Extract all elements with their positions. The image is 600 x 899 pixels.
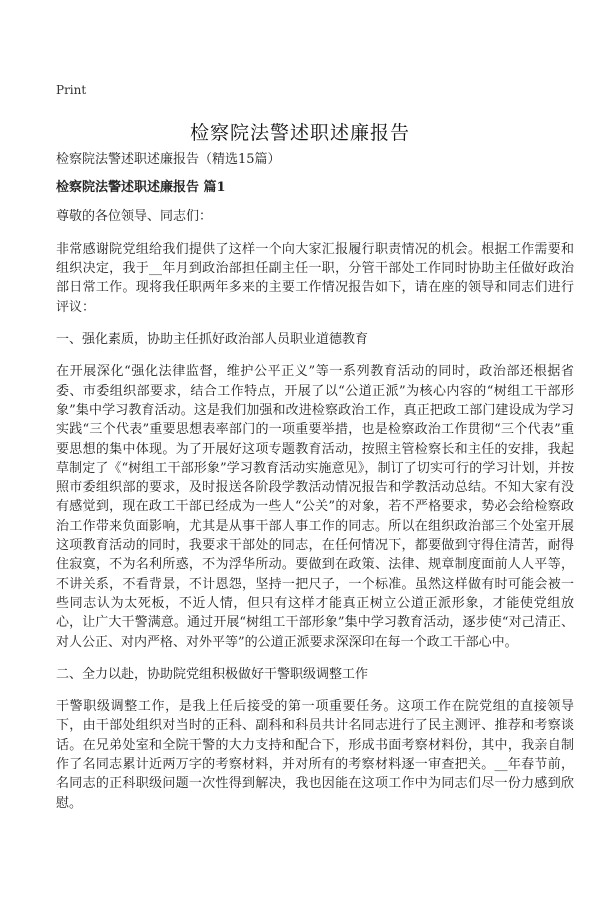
section-heading: 检察院法警述职述廉报告 篇1 [56, 180, 226, 196]
document-subtitle: 检察院法警述职述廉报告（精选15篇） [56, 152, 281, 167]
paragraph-intro: 非常感谢院党组给我们提供了这样一个向大家汇报履行职责情况的机会。根据工作需要和组织决定，我于__年月到政治部担任副主任一职，分管干部处工作同时协助主任做好政治部日常工作。现将我任职两年多来的主要工作情况报告如下，请在座的领导和同志们进行评议： [56, 241, 574, 315]
heading-one: 一、强化素质，协助主任抓好政治部人员职业道德教育 [56, 332, 369, 348]
heading-two: 二、全力以赴，协助院党组积极做好干警职级调整工作 [56, 666, 369, 682]
paragraph-rank-adjustment: 干警职级调整工作，是我上任后接受的第一项重要任务。这项工作在院党组的直接领导下，由干部处组织对当时的正科、副科和科员共计名同志进行了民主测评、推荐和考察谈话。在兄弟处室和全院干警的大力支持和配合下，形成书面考察材料份，其中，我亲自制作了名同志累计近两万字的考察材料，并对所有的考察材料逐一审查把关。__年春节前，名同志的正科职级问题一次性得到解决，我也因能在这项工作中为同志们尽一份力感到欣慰。 [56, 699, 574, 811]
salutation: 尊敬的各位领导、同志们： [56, 208, 213, 224]
paragraph-education: 在开展深化“强化法律监督，维护公平正义”等一系列教育活动的同时，政治部还根据省委、市委组织部要求，结合工作特点，开展了以“公道正派”为核心内容的“树组工干部形象”集中学习教育活动。这是我们加强和改进检察政治工作，真正把政工部门建设成为学习实践“三个代表”重要思想表率部门的一项重要举措，也是检察政治工作贯彻“三个代表”重要思想的集中体现。为了开展好这项专题教育活动，按照主管检察长和主任的安排，我起草制定了《“树组工干部形象”学习教育活动实施意见》，制订了切实可行的学习计划，并按照市委组织部的要求，及时报送各阶段学教活动情况报告和学教活动总结。不知大家有没有感觉到，现在政工干部已经成为一些人“公关”的对象，若不严格要求，势必会给检察政治工作带来负面影响，尤其是从事干部人事工作的同志。所以在组织政治部三个处室开展这项教育活动的同时，我要求干部处的同志，在任何情况下，都要做到守得住清苦，耐得住寂寞，不为名利所惑，不为浮华所动。要做到在政策、法律、规章制度面前人人平等，不讲关系，不看背景，不计恩怨，坚持一把尺子，一个标准。虽然这样做有时可能会被一些同志认为太死板，不近人情，但只有这样才能真正树立公道正派形象，才能使党组放心，让广大干警满意。通过开展“树组工干部形象”集中学习教育活动，逐步使“对己清正、对人公正、对内严格、对外平等”的公道正派要求深深印在每一个政工干部心中。 [56, 364, 574, 650]
document-body [56, 150, 574, 826]
document-title: 检察院法警述职述廉报告 [189, 122, 410, 144]
print-link[interactable]: Print [56, 83, 87, 97]
